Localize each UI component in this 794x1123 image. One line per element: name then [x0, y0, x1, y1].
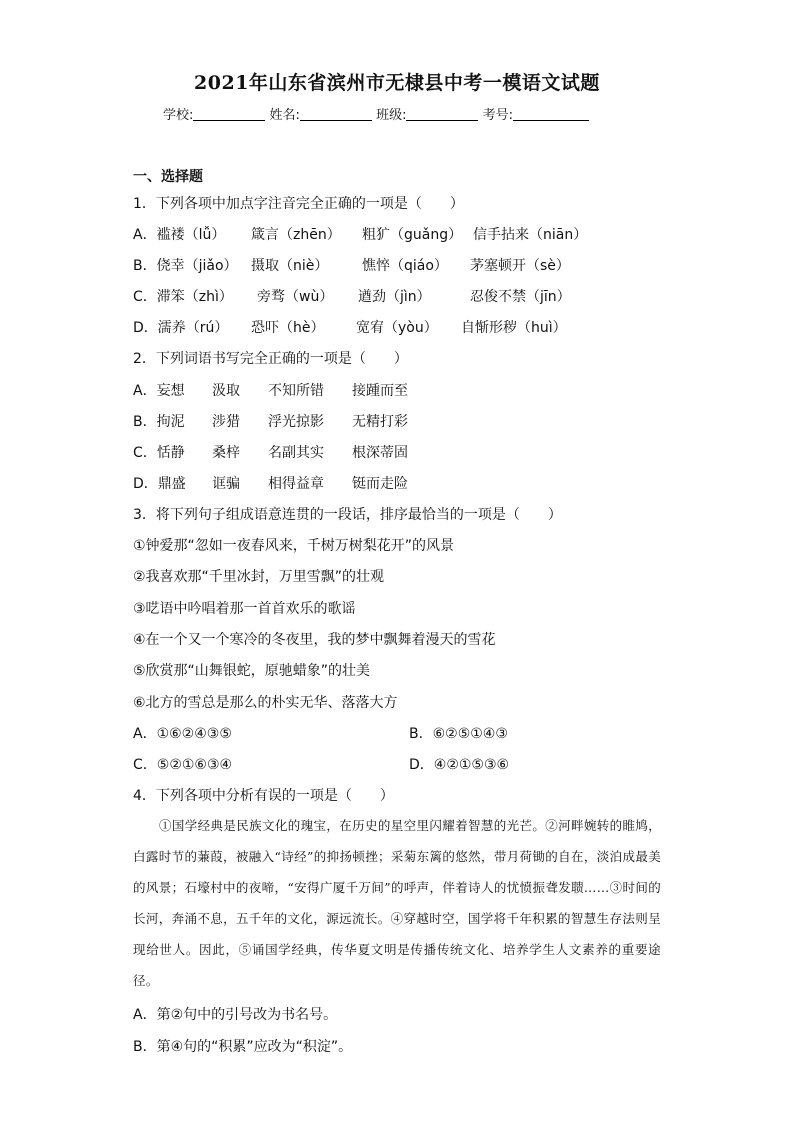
- q2-option-c-1: C．恬静: [133, 445, 185, 461]
- q2-option-b-4: 无精打彩: [352, 414, 408, 430]
- q2-option-d-1: D．鼎盛: [133, 476, 186, 492]
- q4-option-a: A．第②句中的引号改为书名号。: [133, 1007, 338, 1023]
- q3-option-b: B．⑥②⑤①④③: [409, 726, 508, 742]
- exam-number-blank: [513, 107, 589, 121]
- school-label: 学校:: [163, 108, 194, 123]
- q1-option-b-1: B．侥幸（jiǎo）: [133, 258, 238, 274]
- class-label: 班级:: [376, 108, 407, 123]
- q2-option-c-2: 桑梓: [212, 445, 240, 461]
- q2-option-c-3: 名副其实: [268, 445, 324, 461]
- q1-option-b-2: 摄取（niè）: [251, 258, 329, 274]
- class-blank: [406, 107, 478, 121]
- exam-number-label: 考号:: [482, 108, 513, 123]
- q1-option-d-1: D．濡养（rú）: [133, 320, 229, 336]
- q3-sentence-1: ①钟爱那“忽如一夜春风来，千树万树梨花开”的风景: [133, 538, 455, 554]
- question-4-stem: 4．下列各项中分析有误的一项是（ ）: [133, 788, 394, 804]
- q1-option-b-4: 茅塞顿开（sè）: [470, 258, 570, 274]
- q2-option-b-1: B．拘泥: [133, 414, 185, 430]
- q3-sentence-5: ⑤欣赏那“山舞银蛇，原驰蜡象”的壮美: [133, 663, 371, 679]
- q4-passage: ①国学经典是民族文化的瑰宝，在历史的星空里闪耀着智慧的光芒。②河畔婉转的睢鸠，白露时节的蒹葭，被融入“诗经”的抑扬顿挫；采菊东篱的悠然，带月荷锄的自在，淡泊成最美的风景；石壕村中的夜啼，“安得广厦千万间”的呼声，伴着诗人的忧愤振聋发聩……③时间的长河，奔涌不息，五千年的文化，源远流长。④穿越时空，国学将千年积累的智慧生存法则呈现给世人。因此，⑤诵国学经典，传华夏文明是传播传统文化、培养学生人文素养的重要途径。: [133, 818, 661, 988]
- q3-option-d: D．④②①⑤③⑥: [409, 757, 510, 773]
- q1-option-d-3: 宽宥（yòu）: [356, 320, 438, 336]
- q3-option-a: A．①⑥②④③⑤: [133, 726, 232, 742]
- question-3-stem: 3．将下列句子组成语意连贯的一段话，排序最恰当的一项是（ ）: [133, 507, 562, 523]
- question-2-stem: 2．下列词语书写完全正确的一项是（ ）: [133, 351, 408, 367]
- q1-option-b-3: 憔悴（qiáo）: [362, 258, 448, 274]
- q2-option-d-3: 相得益章: [268, 476, 324, 492]
- school-blank: [193, 107, 265, 121]
- q1-option-a-3: 粗犷（guǎng）: [362, 227, 463, 243]
- q1-option-c-3: 遒劲（jìn）: [358, 289, 431, 305]
- q2-option-a-4: 接踵而至: [352, 383, 408, 399]
- q1-option-c-1: C．滞笨（zhì）: [133, 289, 233, 305]
- q2-option-a-2: 汲取: [212, 383, 240, 399]
- q2-option-b-3: 浮光掠影: [268, 414, 324, 430]
- q3-sentence-3: ③呓语中吟唱着那一首首欢乐的歌谣: [133, 601, 356, 617]
- q2-option-b-2: 涉猎: [212, 414, 240, 430]
- name-blank: [300, 107, 372, 121]
- q3-sentence-4: ④在一个又一个寒冷的冬夜里，我的梦中飘舞着漫天的雪花: [133, 632, 496, 648]
- q1-option-c-4: 忍俊不禁（jīn）: [470, 289, 571, 305]
- q2-option-a-1: A．妄想: [133, 383, 185, 399]
- section-title: 一、选择题: [133, 169, 203, 185]
- question-1-stem: 1．下列各项中加点字注音完全正确的一项是（ ）: [133, 196, 464, 212]
- q1-option-d-2: 恐吓（hè）: [251, 320, 325, 336]
- name-label: 姓名:: [269, 108, 300, 123]
- q3-sentence-2: ②我喜欢那“千里冰封，万里雪飘”的壮观: [133, 569, 385, 585]
- q1-option-c-2: 旁骛（wù）: [257, 289, 334, 305]
- q1-option-a-4: 信手拈来（niān）: [473, 227, 588, 243]
- page-title: 2021年山东省滨州市无棣县中考一模语文试题: [194, 72, 600, 94]
- q2-option-d-2: 诓骗: [212, 476, 240, 492]
- q1-option-a-1: A．褴褛（lǚ）: [133, 227, 226, 243]
- q2-option-d-4: 铤而走险: [352, 476, 408, 492]
- q2-option-c-4: 根深蒂固: [352, 445, 408, 461]
- q3-sentence-6: ⑥北方的雪总是那么的朴实无华、落落大方: [133, 695, 398, 711]
- q1-option-a-2: 箴言（zhēn）: [251, 227, 341, 243]
- q2-option-a-3: 不知所错: [268, 383, 324, 399]
- q4-option-b: B．第④句的“积累”应改为“积淀”。: [133, 1039, 353, 1055]
- q1-option-d-4: 自惭形秽（huì）: [461, 320, 567, 336]
- student-info-line: [163, 104, 589, 123]
- q3-option-c: C．⑤②①⑥③④: [133, 757, 233, 773]
